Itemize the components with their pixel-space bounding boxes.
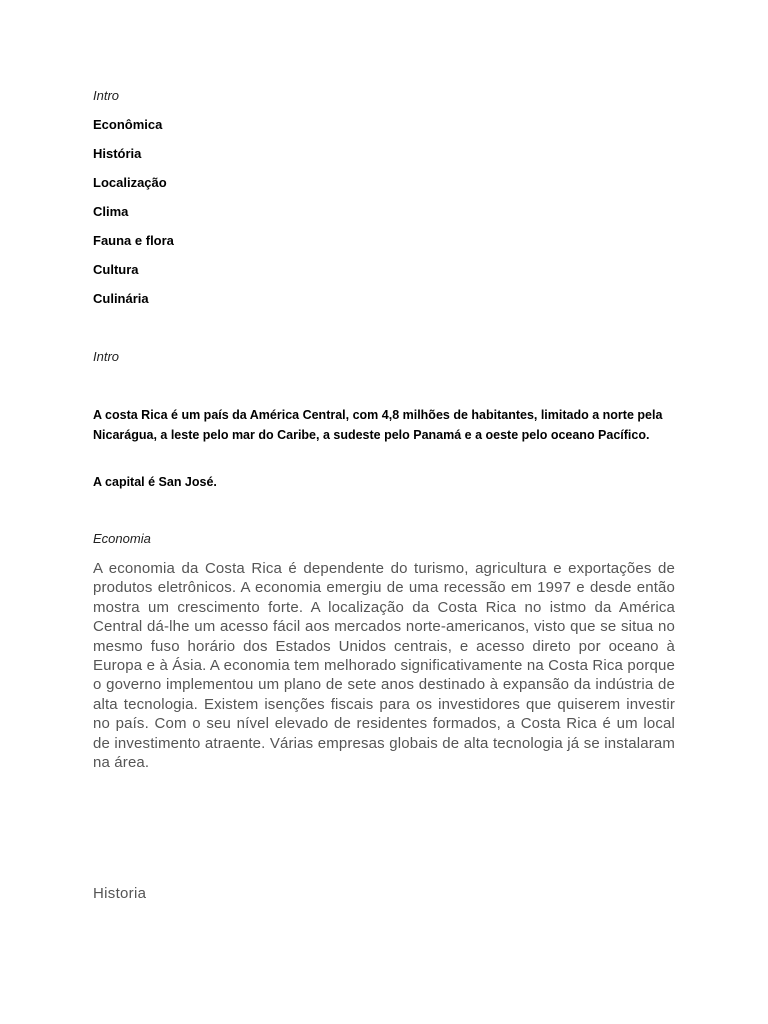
toc-item-culinaria: Culinária [93,291,149,306]
capital-paragraph: A capital é San José. [93,475,217,489]
toc-item-cultura: Cultura [93,262,139,277]
historia-heading: Historia [93,885,147,902]
table-of-contents [93,117,174,320]
toc-item-clima: Clima [93,204,129,219]
intro-heading: Intro [93,349,120,364]
toc-item-historia: História [93,146,142,161]
economia-heading: Economia [93,531,151,546]
toc-heading: Intro [93,88,120,103]
toc-item-localizacao: Localização [93,175,167,190]
economia-paragraph: A economia da Costa Rica é dependente do turismo, agricultura e exportações de produtos eletrônicos. A economia emergiu de uma recessão em 1997 e desde então mostra um crescimento forte. A localização da Costa Rica no istmo da América Central dá-lhe um acesso fácil aos mercados norte-americanos, visto que se situa no mesmo fuso horário dos Estados Unidos centrais, e acesso direto por oceano à Europa e à Ásia. A economia tem melhorado significativamente na Costa Rica porque o governo implementou um plano de sete anos destinado à expansão da indústria de alta tecnologia. Existem isenções fiscais para os investidores que quiserem investir no país. Com o seu nível elevado de residentes formados, a Costa Rica é um local de investimento atraente. Várias empresas globais de alta tecnologia já se instalaram na área. [93,560,675,772]
intro-paragraph: A costa Rica é um país da América Central, com 4,8 milhões de habitantes, limitado a norte pela Nicarágua, a leste pelo mar do Caribe, a sudeste pelo Panamá e a oeste pelo oceano Pacífico. [93,408,663,442]
toc-item-economica: Econômica [93,117,163,132]
toc-item-fauna-e-flora: Fauna e flora [93,233,174,248]
